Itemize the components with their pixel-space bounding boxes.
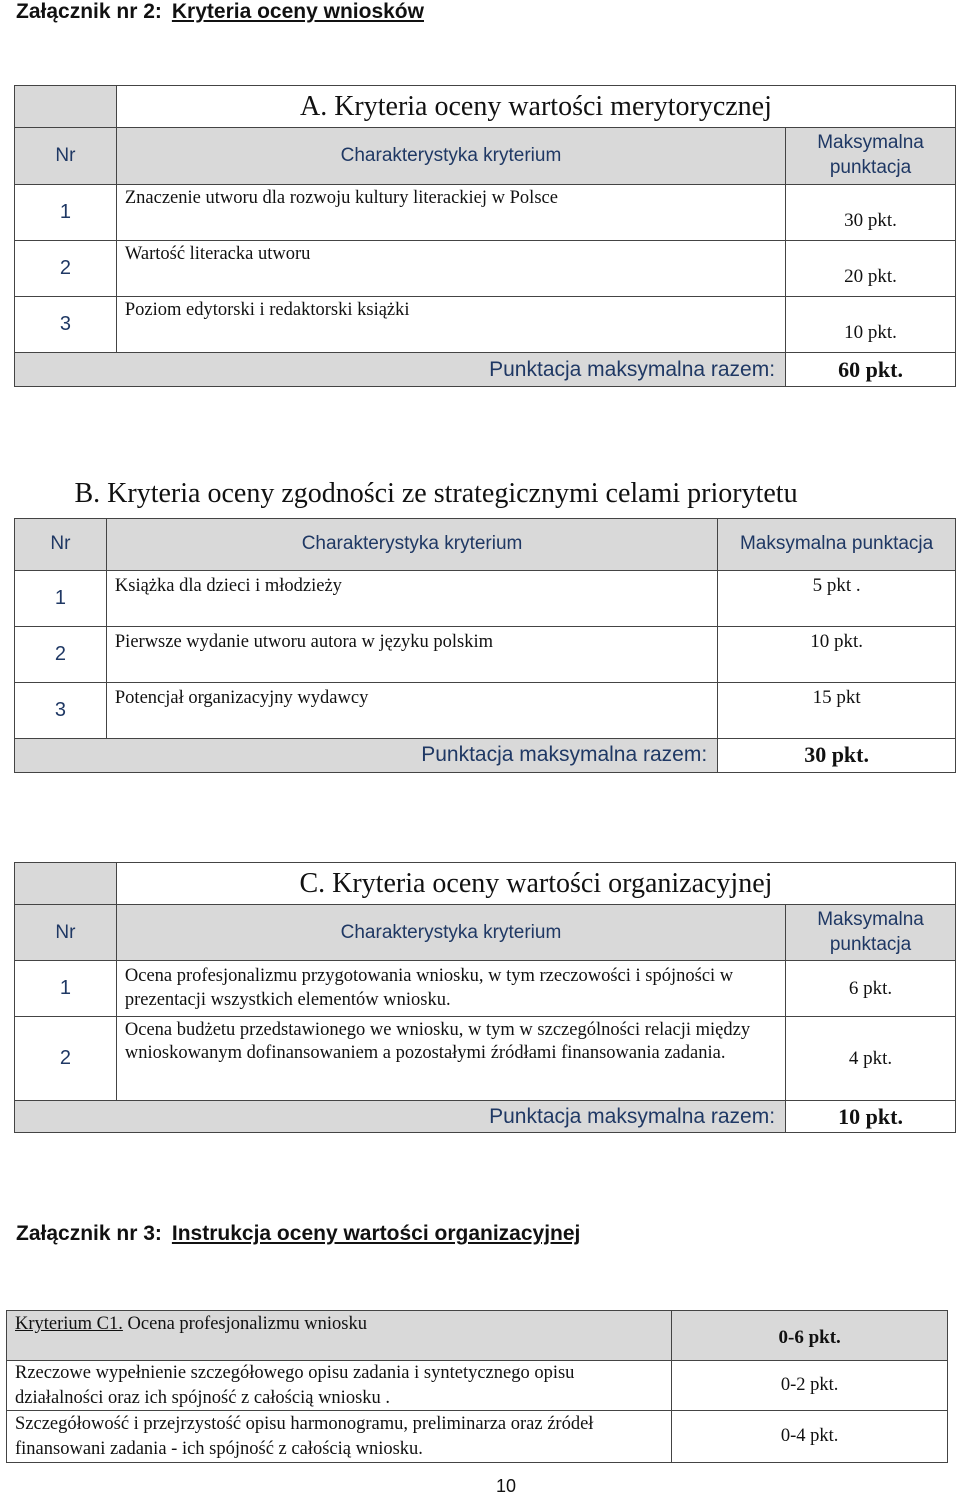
row-max: 5 pkt . [718,570,956,626]
table-b [14,470,956,773]
table-row [15,297,956,353]
row-nr: 1 [15,961,117,1017]
table-b-col-desc: Charakterystyka kryterium [106,518,717,570]
row-desc: Książka dla dzieci i młodzieży [106,570,717,626]
row-desc: Poziom edytorski i redaktorski książki [116,297,785,353]
row-nr: 3 [15,682,107,738]
table-b-col-nr: Nr [15,518,107,570]
table-row [15,185,956,241]
table-b-total-label: Punktacja maksymalna razem: [15,738,718,772]
table-a-col-max: Maksymalna punktacja [786,128,956,185]
table-a-col-nr: Nr [15,128,117,185]
row-nr: 2 [15,241,117,297]
table-b-title: B. Kryteria oceny zgodności ze strategicznymi celami priorytetu [15,470,956,518]
criterion-label: Kryterium C1. [15,1314,123,1334]
row-nr: 1 [15,570,107,626]
table-c-title: C. Kryteria oceny wartości organizacyjnej [116,863,955,905]
table-row [15,241,956,297]
table-a-title: A. Kryteria oceny wartości merytorycznej [116,86,955,128]
row-max: 6 pkt. [786,961,956,1017]
row-nr: 3 [15,297,117,353]
table-b-total-value: 30 pkt. [718,738,956,772]
table-c-col-max: Maksymalna punktacja [786,905,956,961]
row-max: 30 pkt. [786,185,956,241]
criterion-title: Ocena profesjonalizmu wniosku [127,1314,367,1334]
table-a-total-value: 60 pkt. [786,353,956,387]
annex3-heading [16,1222,580,1246]
table-row [15,961,956,1017]
table-row [15,626,956,682]
row-max: 0-4 pkt. [672,1411,948,1463]
criterion-value: 0-6 pkt. [672,1311,948,1361]
row-desc: Ocena profesjonalizmu przygotowania wniosku, w tym rzeczowości i spójności w prezentacji wszystkich elementów wniosku. [116,961,785,1017]
row-max: 15 pkt [718,682,956,738]
row-max: 10 pkt. [786,297,956,353]
table-c-col-desc: Charakterystyka kryterium [116,905,785,961]
table-row [7,1411,948,1463]
row-desc: Pierwsze wydanie utworu autora w języku polskim [106,626,717,682]
table-a-total-label: Punktacja maksymalna razem: [15,353,786,387]
annex3-title: Instrukcja oceny wartości organizacyjnej [171,1222,581,1245]
annex2-label: Załącznik nr 2: [16,0,162,23]
row-nr: 2 [15,1017,117,1101]
row-nr: 1 [15,185,117,241]
annex2-title: Kryteria oceny wniosków [171,0,424,23]
table-c [14,862,956,1133]
row-desc: Znaczenie utworu dla rozwoju kultury literackiej w Polsce [116,185,785,241]
table-row [7,1361,948,1411]
row-max: 20 pkt. [786,241,956,297]
annex2-heading [16,0,424,24]
table-c-col-nr: Nr [15,905,117,961]
row-desc: Rzeczowe wypełnienie szczegółowego opisu zadania i syntetycznego opisu działalności oraz ich spójność z całością wniosku . [7,1361,672,1411]
row-desc: Ocena budżetu przedstawionego we wniosku, w tym w szczególności relacji między wnioskowanym dofinansowaniem a pozostałymi źródłami finansowania zadania. [116,1017,785,1101]
table-a-col-desc: Charakterystyka kryterium [116,128,785,185]
table-b-col-max: Maksymalna punktacja [718,518,956,570]
criterion-header [7,1311,672,1361]
table-c-total-value: 10 pkt. [786,1101,956,1133]
table-c-total-label: Punktacja maksymalna razem: [15,1101,786,1133]
row-desc: Potencjał organizacyjny wydawcy [106,682,717,738]
row-max: 10 pkt. [718,626,956,682]
annex3-label: Załącznik nr 3: [16,1222,162,1245]
row-desc: Szczegółowość i przejrzystość opisu harmonogramu, preliminarza oraz źródeł finansowani zadania - ich spójność z całością wniosku. [7,1411,672,1463]
table-a [14,85,956,387]
table-d [6,1310,948,1463]
row-desc: Wartość literacka utworu [116,241,785,297]
row-nr: 2 [15,626,107,682]
row-max: 4 pkt. [786,1017,956,1101]
table-row [15,1017,956,1101]
row-max: 0-2 pkt. [672,1361,948,1411]
table-row [15,570,956,626]
page-number: 10 [496,1476,517,1496]
table-row [15,682,956,738]
